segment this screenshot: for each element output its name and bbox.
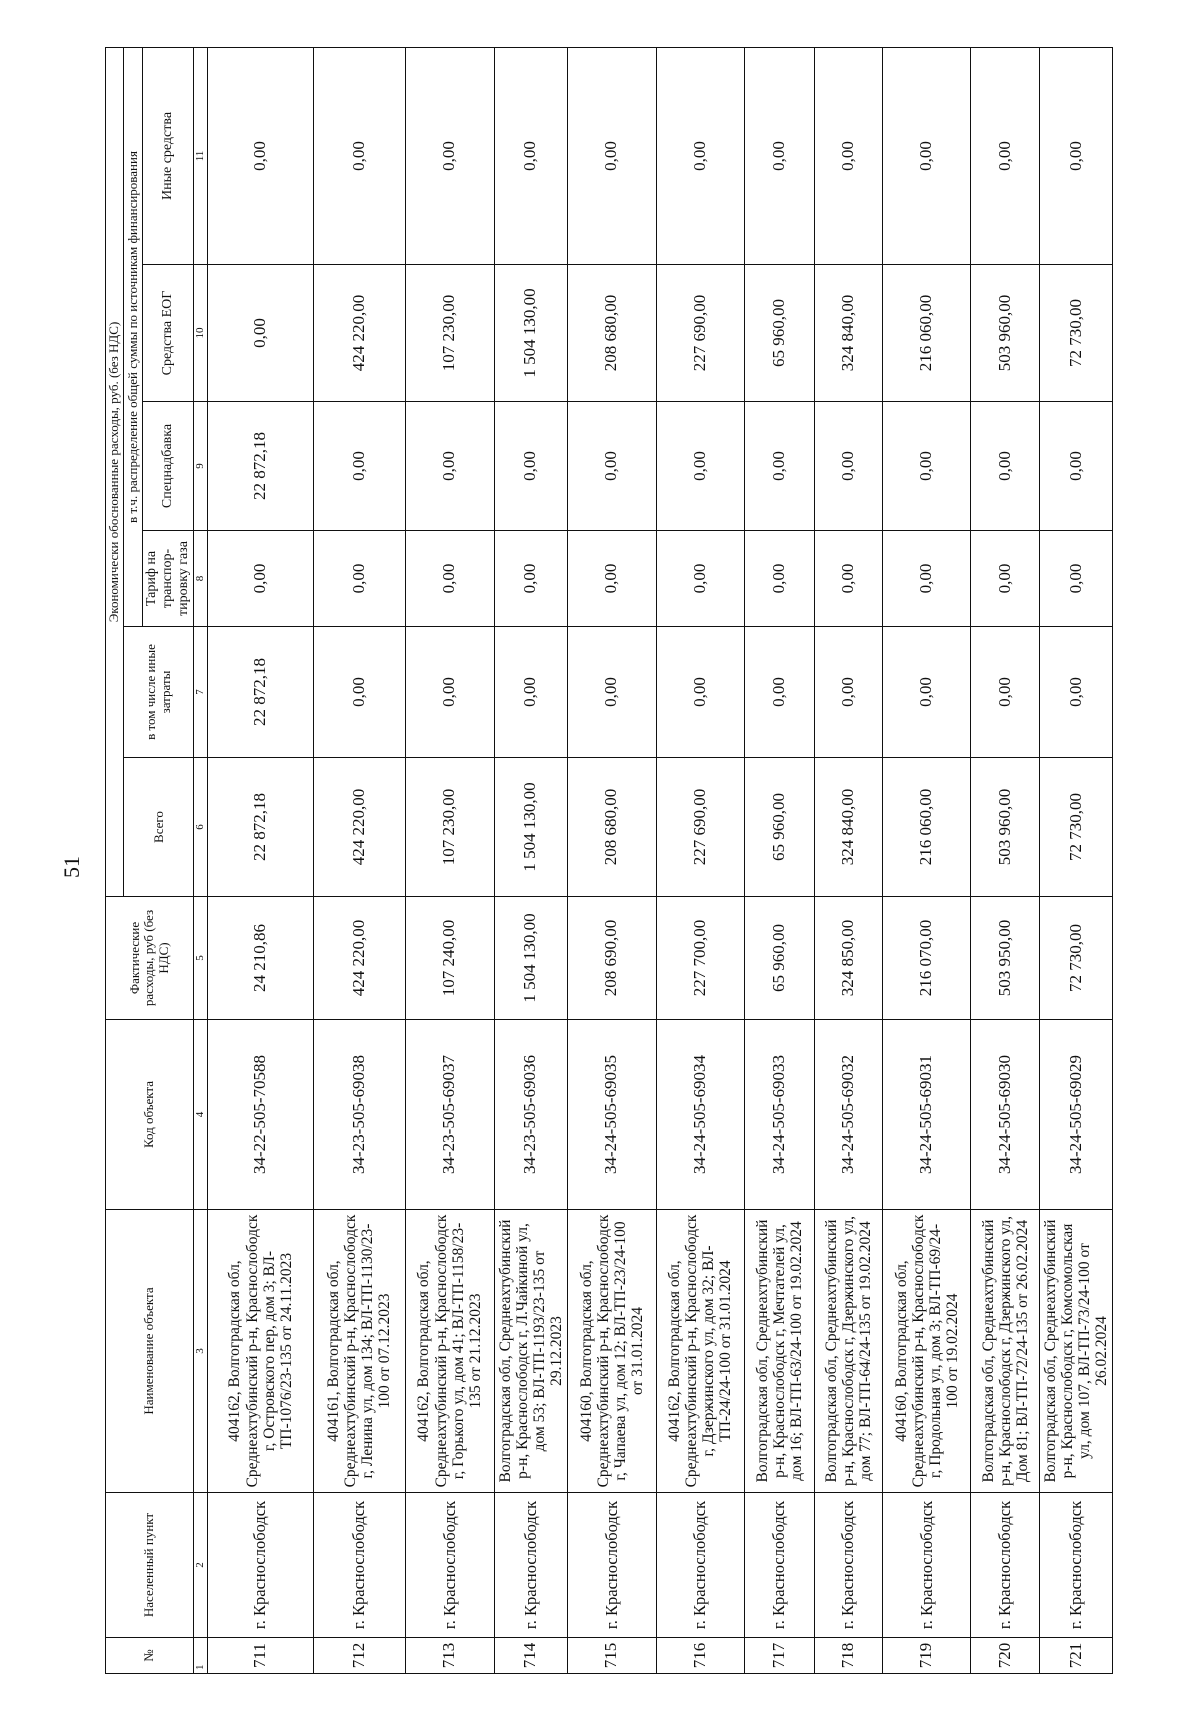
total-cell: 107 230,00 xyxy=(405,758,494,897)
other-funds-cell: 0,00 xyxy=(567,48,656,265)
other-funds-cell: 0,00 xyxy=(883,48,971,265)
row-number: 716 xyxy=(656,1638,744,1674)
row-number: 711 xyxy=(207,1638,314,1674)
tariff-cell: 0,00 xyxy=(814,531,883,627)
object-code-cell: 34-24-505-69030 xyxy=(971,1020,1040,1210)
header-object-name: Наименование объекта xyxy=(106,1210,194,1493)
tariff-cell: 0,00 xyxy=(1039,531,1112,627)
table-row xyxy=(207,48,314,1674)
col-number: 10 xyxy=(194,265,208,402)
eog-funds-cell: 107 230,00 xyxy=(405,265,494,402)
other-funds-cell: 0,00 xyxy=(744,48,814,265)
col-number: 4 xyxy=(194,1020,208,1210)
page-number: 51 xyxy=(59,856,84,878)
header-distribution-group: в т.ч. распределение общей суммы по источникам финансирования xyxy=(124,48,142,627)
locality-cell: г. Краснослободск xyxy=(1039,1493,1112,1638)
rotated-table-wrapper xyxy=(105,48,1113,1674)
other-funds-cell: 0,00 xyxy=(1039,48,1112,265)
table-row xyxy=(1039,48,1112,1674)
row-number: 717 xyxy=(744,1638,814,1674)
header-other-funds: Иные средства xyxy=(142,48,193,265)
object-name-cell: 404162, Волгоградская обл, Среднеахтубинский р-н, Краснослободск г, Островского пер, дом 3; ВЛ-ТП-1076/23-135 от 24.11.2023 xyxy=(207,1210,314,1493)
total-cell: 1 504 130,00 xyxy=(494,758,567,897)
row-number: 718 xyxy=(814,1638,883,1674)
table-row xyxy=(567,48,656,1674)
object-name-cell: 404162, Волгоградская обл, Среднеахтубинский р-н, Краснослободск г, Дзержинского ул, дом 32; ВЛ-ТП-24/24-100 от 31.01.2024 xyxy=(656,1210,744,1493)
header-eog-funds: Средства ЕОГ xyxy=(142,265,193,402)
special-allowance-cell: 0,00 xyxy=(883,402,971,531)
special-allowance-cell: 0,00 xyxy=(814,402,883,531)
actual-costs-cell: 72 730,00 xyxy=(1039,897,1112,1020)
col-number: 1 xyxy=(194,1638,208,1674)
actual-costs-cell: 424 220,00 xyxy=(314,897,405,1020)
actual-costs-cell: 216 070,00 xyxy=(883,897,971,1020)
other-funds-cell: 0,00 xyxy=(314,48,405,265)
locality-cell: г. Краснослободск xyxy=(656,1493,744,1638)
locality-cell: г. Краснослободск xyxy=(971,1493,1040,1638)
tariff-cell: 0,00 xyxy=(883,531,971,627)
actual-costs-cell: 324 850,00 xyxy=(814,897,883,1020)
eog-funds-cell: 324 840,00 xyxy=(814,265,883,402)
other-funds-cell: 0,00 xyxy=(494,48,567,265)
eog-funds-cell: 65 960,00 xyxy=(744,265,814,402)
object-name-cell: Волгоградская обл, Среднеахтубинский р-н, Краснослободск г, Дзержинского ул, дом 77; ВЛ-ТП-64/24-135 от 19.02.2024 xyxy=(814,1210,883,1493)
total-cell: 65 960,00 xyxy=(744,758,814,897)
table-row xyxy=(405,48,494,1674)
table-row xyxy=(656,48,744,1674)
actual-costs-cell: 1 504 130,00 xyxy=(494,897,567,1020)
tariff-cell: 0,00 xyxy=(207,531,314,627)
other-costs-cell: 0,00 xyxy=(656,627,744,758)
table-row xyxy=(314,48,405,1674)
total-cell: 208 680,00 xyxy=(567,758,656,897)
tariff-cell: 0,00 xyxy=(744,531,814,627)
object-name-cell: 404160, Волгоградская обл, Среднеахтубинский р-н, Краснослободск г, Чапаева ул, дом 12; ВЛ-ТП-23/24-100 от 31.01.2024 xyxy=(567,1210,656,1493)
total-cell: 503 960,00 xyxy=(971,758,1040,897)
eog-funds-cell: 1 504 130,00 xyxy=(494,265,567,402)
object-code-cell: 34-23-505-69038 xyxy=(314,1020,405,1210)
special-allowance-cell: 0,00 xyxy=(567,402,656,531)
object-name-cell: Волгоградская обл, Среднеахтубинский р-н, Краснослободск г, Дзержинского ул, Дом 81; ВЛ-ТП-72/24-135 от 26.02.2024 xyxy=(971,1210,1040,1493)
other-costs-cell: 0,00 xyxy=(1039,627,1112,758)
actual-costs-cell: 24 210,86 xyxy=(207,897,314,1020)
row-number: 719 xyxy=(883,1638,971,1674)
col-number: 3 xyxy=(194,1210,208,1493)
header-actual-costs: Фактические расходы, руб (без НДС) xyxy=(106,897,194,1020)
tariff-cell: 0,00 xyxy=(494,531,567,627)
header-total: Всего xyxy=(124,758,194,897)
other-costs-cell: 0,00 xyxy=(405,627,494,758)
object-code-cell: 34-24-505-69034 xyxy=(656,1020,744,1210)
special-allowance-cell: 0,00 xyxy=(405,402,494,531)
eog-funds-cell: 216 060,00 xyxy=(883,265,971,402)
total-cell: 324 840,00 xyxy=(814,758,883,897)
object-name-cell: Волгоградская обл, Среднеахтубинский р-н, Краснослободск г, Л.Чайкиной ул, дом 53; ВЛ-ТП-1193/23-135 от 29.12.2023 xyxy=(494,1210,567,1493)
locality-cell: г. Краснослободск xyxy=(314,1493,405,1638)
object-code-cell: 34-23-505-69036 xyxy=(494,1020,567,1210)
total-cell: 424 220,00 xyxy=(314,758,405,897)
header-locality: Населенный пункт xyxy=(106,1493,194,1638)
eog-funds-cell: 424 220,00 xyxy=(314,265,405,402)
tariff-cell: 0,00 xyxy=(405,531,494,627)
object-code-cell: 34-24-505-69033 xyxy=(744,1020,814,1210)
col-number: 9 xyxy=(194,402,208,531)
total-cell: 22 872,18 xyxy=(207,758,314,897)
table-row xyxy=(744,48,814,1674)
special-allowance-cell: 0,00 xyxy=(314,402,405,531)
object-name-cell: 404160, Волгоградская обл, Среднеахтубинский р-н, Краснослободск г, Продольная ул, дом 3; ВЛ-ТП-69/24-100 от 19.02.2024 xyxy=(883,1210,971,1493)
other-costs-cell: 0,00 xyxy=(814,627,883,758)
header-tariff: Тариф на транспор-тировку газа xyxy=(142,531,193,627)
actual-costs-cell: 503 950,00 xyxy=(971,897,1040,1020)
table-row xyxy=(883,48,971,1674)
locality-cell: г. Краснослободск xyxy=(744,1493,814,1638)
object-code-cell: 34-22-505-70588 xyxy=(207,1020,314,1210)
object-code-cell: 34-23-505-69037 xyxy=(405,1020,494,1210)
special-allowance-cell: 0,00 xyxy=(744,402,814,531)
object-code-cell: 34-24-505-69031 xyxy=(883,1020,971,1210)
costs-table xyxy=(105,47,1113,1674)
locality-cell: г. Краснослободск xyxy=(567,1493,656,1638)
table-row xyxy=(814,48,883,1674)
other-costs-cell: 0,00 xyxy=(494,627,567,758)
total-cell: 216 060,00 xyxy=(883,758,971,897)
other-funds-cell: 0,00 xyxy=(971,48,1040,265)
object-name-cell: Волгоградская обл, Среднеахтубинский р-н, Краснослободск г, Мечтателей ул, дом 16; ВЛ-ТП-63/24-100 от 19.02.2024 xyxy=(744,1210,814,1493)
total-cell: 227 690,00 xyxy=(656,758,744,897)
eog-funds-cell: 208 680,00 xyxy=(567,265,656,402)
special-allowance-cell: 0,00 xyxy=(1039,402,1112,531)
other-costs-cell: 0,00 xyxy=(883,627,971,758)
col-number: 6 xyxy=(194,758,208,897)
object-name-cell: Волгоградская обл, Среднеахтубинский р-н, Краснослободск г, Комсомольская ул, дом 107, ВЛ-ТП-73/24-100 от 26.02.2024 xyxy=(1039,1210,1112,1493)
locality-cell: г. Краснослободск xyxy=(494,1493,567,1638)
other-costs-cell: 0,00 xyxy=(314,627,405,758)
tariff-cell: 0,00 xyxy=(567,531,656,627)
special-allowance-cell: 0,00 xyxy=(494,402,567,531)
object-code-cell: 34-24-505-69032 xyxy=(814,1020,883,1210)
actual-costs-cell: 65 960,00 xyxy=(744,897,814,1020)
header-other-costs: в том числе иные затраты xyxy=(124,627,194,758)
special-allowance-cell: 0,00 xyxy=(971,402,1040,531)
actual-costs-cell: 107 240,00 xyxy=(405,897,494,1020)
total-cell: 72 730,00 xyxy=(1039,758,1112,897)
table-row xyxy=(494,48,567,1674)
other-funds-cell: 0,00 xyxy=(656,48,744,265)
actual-costs-cell: 227 700,00 xyxy=(656,897,744,1020)
eog-funds-cell: 503 960,00 xyxy=(971,265,1040,402)
table-body xyxy=(106,48,1113,1674)
header-no: № xyxy=(106,1638,194,1674)
locality-cell: г. Краснослободск xyxy=(207,1493,314,1638)
special-allowance-cell: 0,00 xyxy=(656,402,744,531)
eog-funds-cell: 72 730,00 xyxy=(1039,265,1112,402)
other-costs-cell: 0,00 xyxy=(971,627,1040,758)
object-name-cell: 404161, Волгоградская обл, Среднеахтубинский р-н, Краснослободск г, Ленина ул, дом 134; ВЛ-ТП-1130/23-100 от 07.12.2023 xyxy=(314,1210,405,1493)
column-number-row xyxy=(194,48,208,1674)
eog-funds-cell: 0,00 xyxy=(207,265,314,402)
locality-cell: г. Краснослободск xyxy=(883,1493,971,1638)
eog-funds-cell: 227 690,00 xyxy=(656,265,744,402)
other-costs-cell: 0,00 xyxy=(744,627,814,758)
row-number: 712 xyxy=(314,1638,405,1674)
other-funds-cell: 0,00 xyxy=(405,48,494,265)
col-number: 8 xyxy=(194,531,208,627)
header-row-1 xyxy=(106,48,124,1674)
header-special-allowance: Спецнадбавка xyxy=(142,402,193,531)
object-code-cell: 34-24-505-69035 xyxy=(567,1020,656,1210)
row-number: 720 xyxy=(971,1638,1040,1674)
tariff-cell: 0,00 xyxy=(971,531,1040,627)
col-number: 7 xyxy=(194,627,208,758)
tariff-cell: 0,00 xyxy=(314,531,405,627)
col-number: 2 xyxy=(194,1493,208,1638)
table-row xyxy=(971,48,1040,1674)
tariff-cell: 0,00 xyxy=(656,531,744,627)
col-number: 11 xyxy=(194,48,208,265)
other-funds-cell: 0,00 xyxy=(207,48,314,265)
object-code-cell: 34-24-505-69029 xyxy=(1039,1020,1112,1210)
header-econ-group: Экономически обоснованные расходы, руб. (без НДС) xyxy=(106,48,124,897)
actual-costs-cell: 208 690,00 xyxy=(567,897,656,1020)
header-object-code: Код объекта xyxy=(106,1020,194,1210)
locality-cell: г. Краснослободск xyxy=(405,1493,494,1638)
object-name-cell: 404162, Волгоградская обл, Среднеахтубинский р-н, Краснослободск г, Горького ул, дом 41; ВЛ-ТП-1158/23-135 от 21.12.2023 xyxy=(405,1210,494,1493)
special-allowance-cell: 22 872,18 xyxy=(207,402,314,531)
row-number: 713 xyxy=(405,1638,494,1674)
col-number: 5 xyxy=(194,897,208,1020)
locality-cell: г. Краснослободск xyxy=(814,1493,883,1638)
other-costs-cell: 22 872,18 xyxy=(207,627,314,758)
row-number: 714 xyxy=(494,1638,567,1674)
row-number: 715 xyxy=(567,1638,656,1674)
other-costs-cell: 0,00 xyxy=(567,627,656,758)
row-number: 721 xyxy=(1039,1638,1112,1674)
other-funds-cell: 0,00 xyxy=(814,48,883,265)
